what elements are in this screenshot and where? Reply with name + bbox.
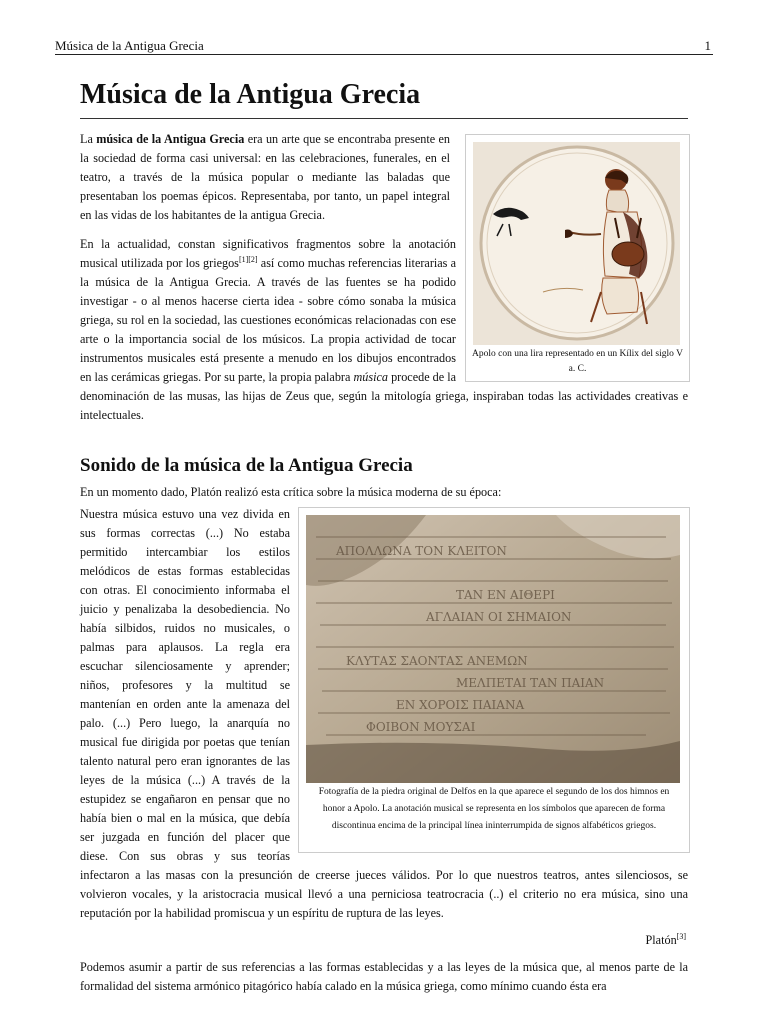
- figure2-caption: Fotografía de la piedra original de Delfos en la que aparece el segundo de los dos himnos en honor a Apolo. La anotación musical se representa en los símbolos que aparecen de forma discontinua encima de la principal línea ininterrumpida de signos alfabéticos griegos.: [318, 787, 670, 831]
- intro-bold-term: música de la Antigua Grecia: [96, 132, 245, 146]
- apollo-kylix-image[interactable]: [473, 142, 680, 345]
- intro-text-start: La: [80, 132, 93, 146]
- svg-text:ΤΑΝ ΕΝ ΑΙΘΕΡΙ: ΤΑΝ ΕΝ ΑΙΘΕΡΙ: [456, 588, 555, 602]
- figure1-caption: Apolo con una lira representado en un Kílix del siglo V a. C.: [472, 349, 683, 374]
- intro-p2-text-end: procede de la denominación de las musas, las hijas de Zeus que, según la mitología griega, inspiraban todas las actividades creativas e intelectuales.: [80, 370, 688, 422]
- intro-p2-text-cont: así como muchas referencias literarias a la música de la Antigua Grecia. A través de las fuentes se ha podido investigar - o al menos hacerse cierta idea - sobre cómo sonaba la música griega, su rol en la sociedad, las cuestiones económicas relacionadas con ese arte o la importancia social de los músicos. La propia actividad de tocar instrumentos musicales está presente a menudo en los dibujos encontrados en las cerámicas griegas. Por su parte, la propia palabra: [80, 256, 457, 384]
- running-title: Música de la Antigua Grecia: [55, 38, 204, 53]
- citation-link[interactable]: [1][2]: [238, 254, 258, 264]
- svg-text:ΜΕΛΠΕΤΑΙ ΤΑΝ ΠΑΙΑΝ: ΜΕΛΠΕΤΑΙ ΤΑΝ ΠΑΙΑΝ: [456, 676, 605, 690]
- closing-paragraph: Podemos asumir a partir de sus referencias a las formas establecidas y a las leyes de la música que, al menos parte de la formalidad del sistema armónico pitagórico había calado en la música griega, como mínimo cuando ésta era: [80, 960, 688, 993]
- intro-p2-text: En la actualidad, constan significativos fragmentos sobre la anotación musical utilizada por los griegos: [80, 237, 456, 270]
- delphi-stone-image[interactable]: [306, 515, 680, 783]
- svg-text:ΑΓΛΑΙΑΝ ΟΙ ΣΗΜΑΙΟΝ: ΑΓΛΑΙΑΝ ΟΙ ΣΗΜΑΙΟΝ: [426, 610, 572, 624]
- article-title: Música de la Antigua Grecia: [80, 78, 688, 119]
- svg-text:ΑΠΟΛΛΩΝΑ ΤΟΝ ΚΛΕΙΤΟΝ: ΑΠΟΛΛΩΝΑ ΤΟΝ ΚΛΕΙΤΟΝ: [336, 544, 507, 558]
- intro-text-rest: era un arte que se encontraba presente en la sociedad de forma casi universal: en las celebraciones, funerales, en el teatro, a través de la música popular o mediante las baladas que presentaban los poemas épicos. Representaba, por tanto, un papel integral en las vidas de los habitantes de la antigua Grecia.: [80, 132, 451, 222]
- citation-link-3[interactable]: [3]: [676, 931, 686, 941]
- quote-text: Nuestra música estuvo una vez divida en sus formas correctas (...) No estaba permitido intercambiar los estilos melódicos de estas formas establecidas con otras. El conocimiento informaba el juicio y penalizaba la desobediencia. No había silbidos, ruidos no musicales, o palmas para aplausos. La regla era escuchar silenciosamente y aprender; niños, profesores y la multitud se mantenían en orden ante la amenaza del palo. (...) Pero luego, la anarquía no musical fue dirigida por poetas que tenían talento natural pero eran ignorantes de las leyes de la música (...) A través de la estupidez se engañaron en pensar que no había bien o mal en la música, que debía ser juzgada en función del placer que diese. Con sus obras y sus teorías infectaron a las masas con la presunción de creerse jueces válidos. Por lo que nuestros teatros, antes silenciosos, se volvieron vocales, y la aristocracia musical llevó a una perniciosa teatrocracia (..) el criterio no era música, sino una reputación por la habilidad promiscua y un espíritu de ruptura de las leyes.: [80, 507, 688, 920]
- italic-term: música: [353, 370, 388, 384]
- quote-attribution: [646, 933, 686, 948]
- intro-paragraph-1: [80, 130, 450, 225]
- section-intro: En un momento dado, Platón realizó esta crítica sobre la música moderna de su época:: [80, 485, 502, 499]
- apollo-kylix-figure: [465, 134, 690, 382]
- running-header: [55, 38, 713, 55]
- svg-text:ΦΟΙΒΟΝ ΜΟΥΣΑΙ: ΦΟΙΒΟΝ ΜΟΥΣΑΙ: [366, 720, 476, 734]
- page-number: 1: [704, 38, 711, 53]
- svg-text:ΚΛΥΤΑΣ ΣΑΟΝΤΑΣ ΑΝΕΜΩΝ: ΚΛΥΤΑΣ ΣΑΟΝΤΑΣ ΑΝΕΜΩΝ: [346, 654, 528, 668]
- delphi-stone-figure: [298, 507, 690, 853]
- quote-author-name: Platón: [645, 933, 677, 947]
- svg-text:ΕΝ ΧΟΡΟΙΣ ΠΑΙΑΝΑ: ΕΝ ΧΟΡΟΙΣ ΠΑΙΑΝΑ: [396, 698, 525, 712]
- section-heading: Sonido de la música de la Antigua Grecia: [80, 455, 413, 476]
